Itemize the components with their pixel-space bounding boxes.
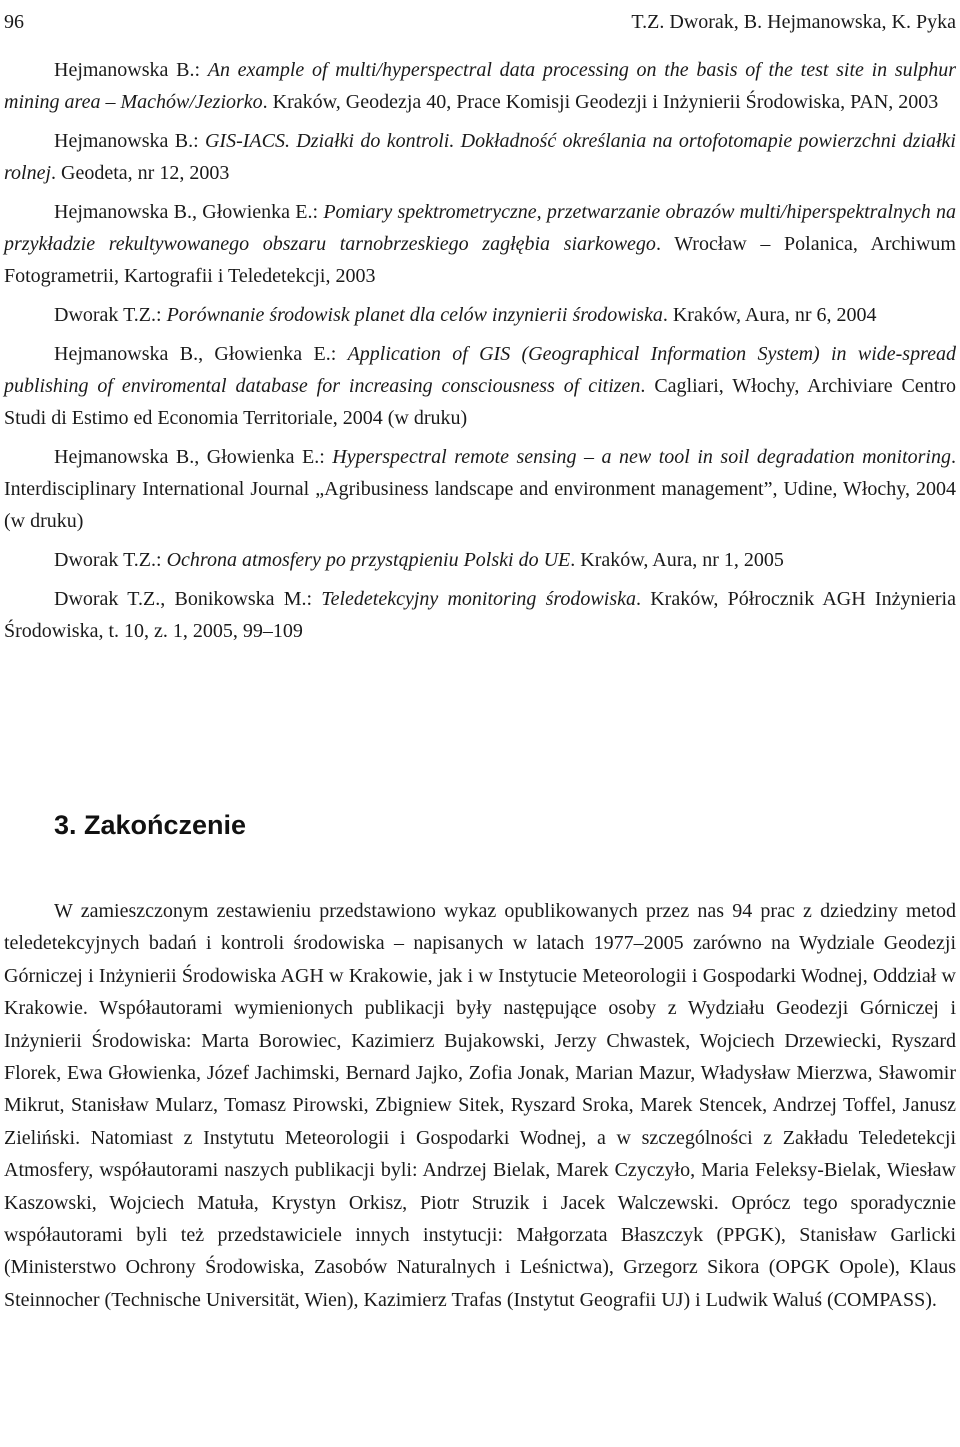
reference-item (4, 441, 956, 537)
reference-source: . Kraków, Aura, nr 6, 2004 (662, 304, 877, 326)
reference-authors: Dworak T.Z.: (54, 304, 167, 326)
section-heading: 3. Zakończenie (54, 810, 247, 840)
reference-item (4, 125, 956, 189)
reference-title: GIS-IACS. Działki do kontroli. Dokładność określania na ortofotomapie powierzchni działki rolnej (4, 130, 956, 184)
reference-item (4, 299, 956, 331)
reference-authors: Hejmanowska B.: (54, 59, 208, 81)
running-header (4, 0, 956, 34)
reference-authors: Dworak T.Z.: (54, 549, 167, 571)
reference-title: Hyperspectral remote sensing – a new tool in soil degradation monitoring (332, 446, 951, 468)
reference-title: Application of GIS (Geographical Information System) in wide-spread publishing of enviromental database for increasing consciousness of citizen (4, 343, 957, 397)
reference-title: Porównanie środowisk planet dla celów inzynierii środowiska (166, 304, 663, 326)
reference-title: Ochrona atmosfery po przystąpieniu Polski do UE (166, 549, 571, 571)
reference-source: . Kraków, Geodezja 40, Prace Komisji Geodezji i Inżynierii Środowiska, PAN, 2003 (262, 91, 939, 113)
reference-source: . Interdisciplinary International Journal „Agribusiness landscape and environment management”, Udine, Włochy, 2004 (w druku) (4, 446, 956, 532)
reference-source: . Cagliari, Włochy, Archiviare Centro Studi di Estimo ed Economia Territoriale, 2004 (w druku) (4, 375, 956, 429)
reference-source: . Kraków, Półrocznik AGH Inżynieria Środowiska, t. 10, z. 1, 2005, 99–109 (4, 588, 956, 642)
reference-source: . Kraków, Aura, nr 1, 2005 (570, 549, 784, 571)
reference-source: . Wrocław – Polanica, Archiwum Fotogrametrii, Kartografii i Teledetekcji, 2003 (4, 233, 956, 287)
reference-authors: Hejmanowska B., Głowienka E.: (54, 201, 324, 223)
reference-list (4, 54, 956, 654)
reference-item (4, 338, 956, 434)
reference-title: Pomiary spektrometryczne, przetwarzanie obrazów multi/hiperspektralnych na przykładzie rekultywowanego obszaru tarnobrzeskiego zagłębia siarkowego (4, 201, 957, 255)
page-number: 96 (4, 11, 24, 33)
section-body-paragraph: W zamieszczonym zestawieniu przedstawiono wykaz opublikowanych przez nas 94 prac z dziedziny metod teledetekcyjnych badań i kontroli środowiska – napisanych w latach 1977–2005 zarówno na Wydziale Geodezji Górniczej i Inżynierii Środowiska AGH w Krakowie, jak i w Instytucie Meteorologii i Gospodarki Wodnej, Oddział w Krakowie. Współautorami wymienionych publikacji były następujące osoby z Wydziału Geodezji Górniczej i Inżynierii Środowiska: Marta Borowiec, Kazimierz Bujakowski, Jerzy Chwastek, Wojciech Drzewiecki, Ryszard Florek, Ewa Głowienka, Józef Jachimski, Bernard Jajko, Zofia Jonak, Marian Mazur, Władysław Mierzwa, Sławomir Mikrut, Stanisław Mularz, Tomasz Pirowski, Zbigniew Sitek, Ryszard Sroka, Marek Stencek, Andrzej Toffel, Janusz Zieliński. Natomiast z Instytutu Meteorologii i Gospodarki Wodnej, a w szczególności z Zakładu Teledetekcji Atmosfery, współautorami naszych publikacji byli: Andrzej Bielak, Marek Czyczyło, Maria Feleksy-Bielak, Wiesław Kaszowski, Wojciech Matuła, Krystyn Orkisz, Piotr Struzik i Jacek Walczewski. Oprócz tego sporadycznie współautorami byli też przedstawiciele innych instytucji: Małgorzata Błaszczyk (PPGK), Stanisław Garlicki (Ministerstwo Ochrony Środowiska, Zasobów Naturalnych i Leśnictwa), Grzegorz Sikora (OPGK Opole), Klaus Steinnocher (Technische Universität, Wien), Kazimierz Trafas (Instytut Geografii UJ) i Ludwik Waluś (COMPASS). (4, 900, 956, 1311)
reference-title: Teledetekcyjny monitoring środowiska (321, 588, 636, 610)
reference-authors: Hejmanowska B.: (54, 130, 205, 152)
reference-item (4, 196, 956, 292)
running-header-authors: T.Z. Dworak, B. Hejmanowska, K. Pyka (631, 11, 956, 33)
reference-item (4, 54, 956, 118)
reference-item (4, 544, 956, 576)
reference-source: . Geodeta, nr 12, 2003 (51, 162, 230, 184)
reference-authors: Hejmanowska B., Głowienka E.: (54, 343, 348, 365)
reference-item (4, 583, 956, 647)
reference-authors: Dworak T.Z., Bonikowska M.: (54, 588, 322, 610)
reference-authors: Hejmanowska B., Głowienka E.: (54, 446, 333, 468)
reference-title: An example of multi/hyperspectral data processing on the basis of the test site in sulphur mining area – Machów/Jeziorko (4, 59, 956, 113)
